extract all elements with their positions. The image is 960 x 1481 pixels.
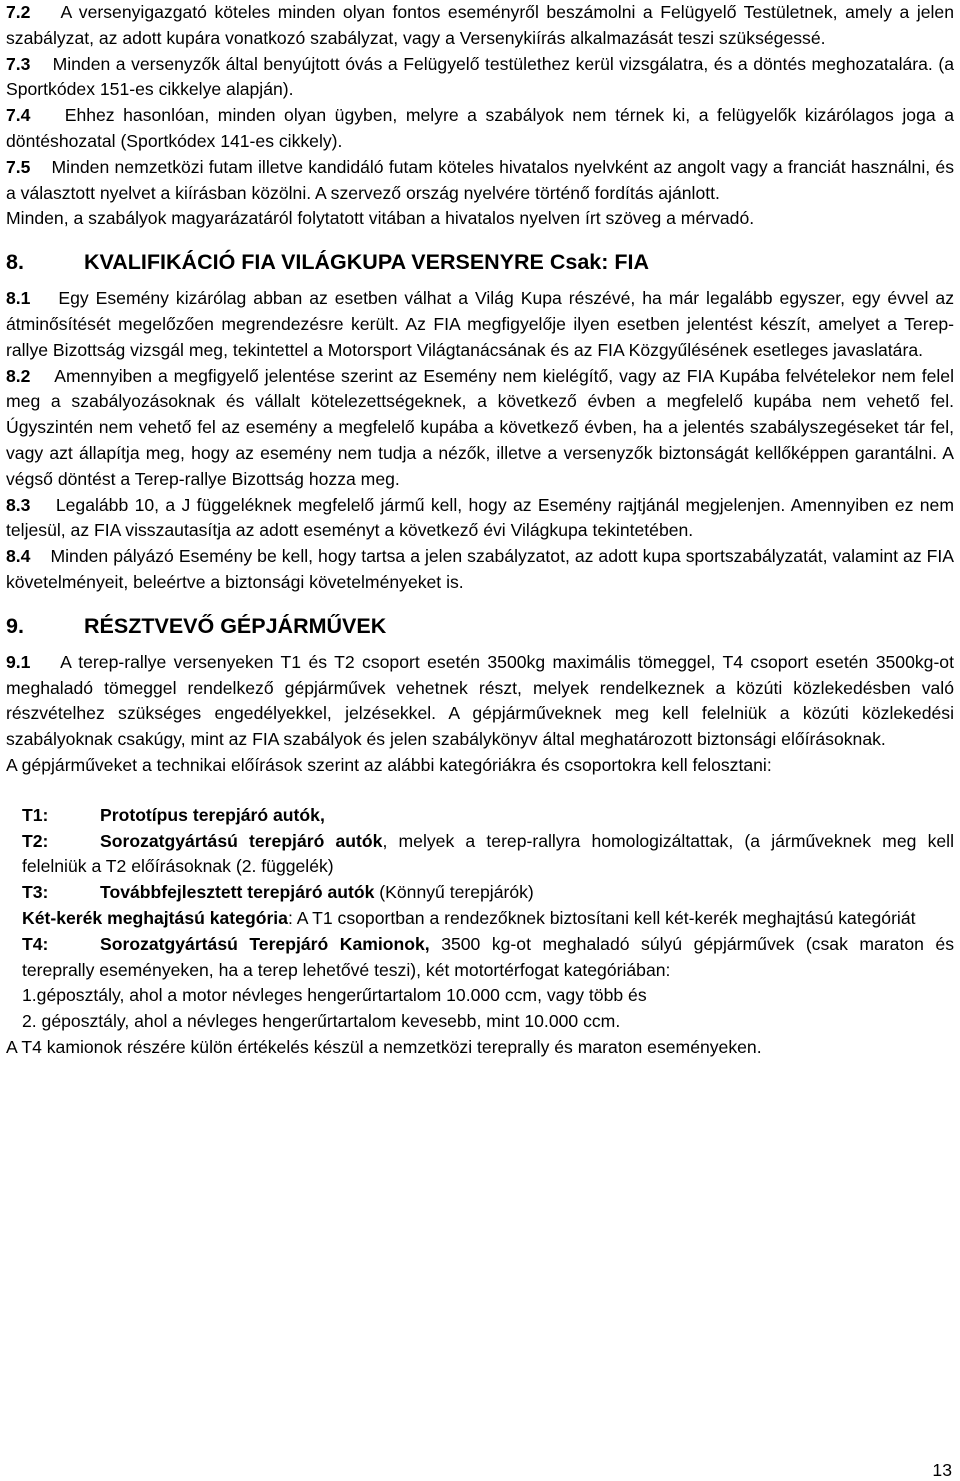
clause-text: Egy Esemény kizárólag abban az esetben válhat a Világ Kupa részévé, ha már legalább egyszer, egy évvel az átminősítését megelőzően megrendezésre került. Az FIA megfigyelője ilyen esetben jelentést készít, amelyet a Terep-rallye Bizottság vizsgál meg, tekintettel a Motorsport Világtanácsának és az FIA Közgyűlésének esetleges javaslatára. <box>6 288 954 360</box>
clause-number: 8.4 <box>6 546 31 567</box>
paragraph-9-1 <box>6 650 954 753</box>
section-number: 9. <box>6 613 24 638</box>
category-name: Prototípus terepjáró autók, <box>100 804 325 825</box>
t4-class-2: 2. géposztály, ahol a névleges hengerűrtartalom kevesebb, mint 10.000 ccm. <box>22 1011 621 1032</box>
categories-intro: A gépjárműveket a technikai előírások szerint az alábbi kategóriákra és csoportokra kell felosztani: <box>6 754 772 775</box>
category-t2 <box>6 829 954 881</box>
section-9-heading <box>6 612 954 640</box>
page-number: 13 <box>932 1460 952 1480</box>
category-description: 3500 kg-ot meghaladó súlyú gépjárművek (csak maraton és tereprally eseményeken, ha a terep lehetővé teszi), két motortérfogat kategóriában: <box>22 933 954 980</box>
category-tag: T4: <box>22 933 49 954</box>
category-description: : A T1 csoportban a rendezőknek biztosítani kell két-kerék meghajtású kategóriát <box>287 907 916 928</box>
clause-number: 9.1 <box>6 651 31 672</box>
paragraph-7-5-continued: Minden, a szabályok magyarázatáról folytatott vitában a hivatalos nyelven írt szöveg a mérvadó. <box>6 208 755 229</box>
clause-text: A terep-rallye versenyeken T1 és T2 csoport esetén 3500kg maximális tömeggel, T4 csoport esetén 3500kg-ot meghaladó tömeggel rendelkező gépjárművek vehetnek részt, melyek rendelkeznek a közúti közlekedésben való részvételhez szükséges engedélyekkel, jelzésekkel. A gépjárműveknek meg kell felelniük a közúti közlekedési szabályoknak csakúgy, mint az FIA szabályok és jelen szabálykönyv által meghatározott biztonsági előírásoknak. <box>6 651 954 750</box>
paragraph-7-2 <box>6 0 954 52</box>
category-name: Továbbfejlesztett terepjáró autók <box>100 882 375 903</box>
section-title: RÉSZTVEVŐ GÉPJÁRMŰVEK <box>84 613 387 638</box>
category-description: , melyek a terep-rallyra homologizáltattak, (a járműveknek meg kell felelniük a T2 előírásoknak (2. függelék) <box>22 830 954 877</box>
clause-number: 7.5 <box>6 156 31 177</box>
clause-text: Minden nemzetközi futam illetve kandidáló futam köteles hivatalos nyelvként az angolt vagy a franciát használni, és a választott nyelvet a kiírásban közölni. A szervező ország nyelvére történő fordítás ajánlott. <box>6 156 954 203</box>
category-t1 <box>6 803 954 829</box>
clause-text: Amennyiben a megfigyelő jelentése szerint az Esemény nem kielégítő, vagy az FIA Kupába felvételekor nem felel meg a szabályozásoknak és vállalt kötelezettségeknek, a következő évben a megfelelő kupába nem vehető fel. Úgyszintén nem vehető fel az esemény a megfelelő kupába a következő évben, ha a jelentés szabályszegéseket tár fel, vagy azt állapítja meg, hogy az esemény nem tudja a nézők, illetve a versenyzők biztonságát kellőképpen garantálni. A végső döntést a Terep-rallye Bizottság hozza meg. <box>6 365 954 489</box>
clause-number: 8.1 <box>6 288 31 309</box>
clause-number: 7.2 <box>6 2 31 22</box>
clause-text: Minden pályázó Esemény be kell, hogy tartsa a jelen szabályzatot, az adott kupa sportszabályzatát, valamint az FIA követelményeit, beleértve a biztonsági követelményeket is. <box>6 546 954 592</box>
section-title: KVALIFIKÁCIÓ FIA VILÁGKUPA VERSENYRE Csak: FIA <box>84 250 650 275</box>
category-description: (Könnyű terepjárók) <box>374 882 534 903</box>
section-8-heading <box>6 248 954 276</box>
t4-class-1: 1.géposztály, ahol a motor névleges hengerűrtartalom 10.000 ccm, vagy több és <box>22 985 647 1006</box>
clause-text: Legalább 10, a J függeléknek megfelelő jármű kell, hogy az Esemény rajtjánál megjelenjen. Amennyiben ez nem teljesül, az FIA visszautasítja az adott eseményt a következő évi Világkupa tekintetében. <box>6 494 954 541</box>
clause-number: 7.4 <box>6 105 31 126</box>
category-t3 <box>6 880 954 906</box>
category-tag: T3: <box>22 882 49 903</box>
category-name: Két-kerék meghajtású kategória <box>22 907 288 928</box>
clause-number: 7.3 <box>6 53 31 74</box>
category-t4 <box>6 932 954 984</box>
category-two-wheel-drive <box>6 906 954 932</box>
category-name: Sorozatgyártású Terepjáró Kamionok, <box>100 933 430 954</box>
section-number: 8. <box>6 250 24 275</box>
paragraph-8-4 <box>6 544 954 596</box>
clause-text: Minden a versenyzők által benyújtott óvás a Felügyelő testülethez kerül vizsgálatra, és a döntés meghozatalára. (a Sportkódex 151-es cikkelye alapján). <box>6 53 954 100</box>
paragraph-7-5 <box>6 155 954 207</box>
paragraph-7-3 <box>6 52 954 104</box>
closing-paragraph: A T4 kamionok részére külön értékelés készül a nemzetközi tereprally és maraton eseményeken. <box>6 1036 762 1057</box>
clause-number: 8.3 <box>6 494 31 515</box>
clause-number: 8.2 <box>6 365 31 386</box>
category-tag: T2: <box>22 830 49 851</box>
paragraph-7-4 <box>6 103 954 155</box>
paragraph-8-3 <box>6 493 954 545</box>
category-name: Sorozatgyártású terepjáró autók <box>100 830 383 851</box>
clause-text: Ehhez hasonlóan, minden olyan ügyben, melyre a szabályok nem térnek ki, a felügyelők kizárólagos joga a döntéshozatal (Sportkódex 141-es cikkely). <box>6 105 954 151</box>
paragraph-8-1 <box>6 286 954 363</box>
category-tag: T1: <box>22 804 49 825</box>
paragraph-8-2 <box>6 364 954 493</box>
clause-text: A versenyigazgató köteles minden olyan fontos eseményről beszámolni a Felügyelő Testületnek, amely a jelen szabályzat, az adott kupára vonatkozó szabályzat, vagy a Versenykiírás alkalmazását teszi szükségessé. <box>6 2 954 48</box>
